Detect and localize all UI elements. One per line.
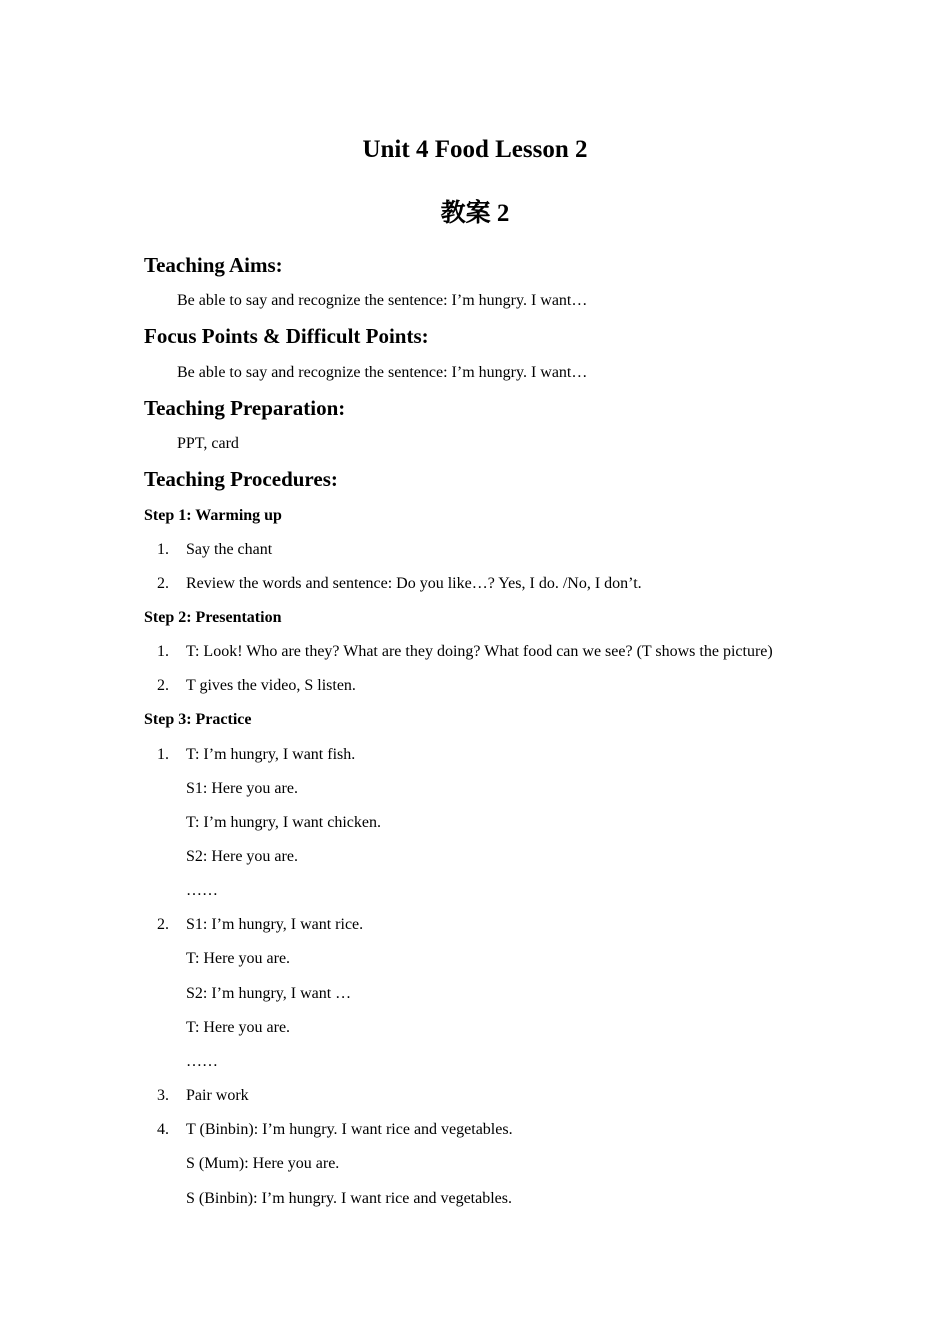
dialogue-line: T: I’m hungry, I want chicken.	[186, 814, 381, 831]
teaching-aims-heading: Teaching Aims:	[144, 253, 283, 277]
step1-item2-number: 2.	[157, 575, 169, 592]
ellipsis-line: ……	[186, 882, 218, 899]
dialogue-line: S1: I’m hungry, I want rice.	[186, 916, 364, 933]
teaching-aims-text: Be able to say and recognize the sentence: I’m hungry. I want…	[177, 292, 588, 309]
step2-heading: Step 2: Presentation	[144, 609, 282, 626]
step3-item1-number: 1.	[157, 746, 169, 763]
dialogue-line: T: Here you are.	[186, 1019, 291, 1036]
dialogue-line: S2: Here you are.	[186, 848, 298, 865]
step3-item3-number: 3.	[157, 1087, 169, 1104]
step1-item2-text: Review the words and sentence: Do you like…? Yes, I do. /No, I don’t.	[186, 575, 642, 592]
step2-item2-text: T gives the video, S listen.	[186, 677, 356, 694]
dialogue-line: T (Binbin): I’m hungry. I want rice and vegetables.	[186, 1121, 513, 1138]
focus-points-text: Be able to say and recognize the sentence: I’m hungry. I want…	[177, 364, 588, 381]
dialogue-line: T: I’m hungry, I want fish.	[186, 746, 356, 763]
document-subtitle: 教案 2	[440, 200, 510, 227]
step1-heading: Step 1: Warming up	[144, 507, 282, 524]
step2-item1-number: 1.	[157, 643, 169, 660]
dialogue-line: S (Mum): Here you are.	[186, 1155, 340, 1172]
step3-heading: Step 3: Practice	[144, 711, 252, 728]
teaching-procedures-heading: Teaching Procedures:	[144, 467, 338, 491]
step3-item2-number: 2.	[157, 916, 169, 933]
step2-item1-text: T: Look! Who are they? What are they doing? What food can we see? (T shows the picture)	[186, 643, 773, 660]
dialogue-line: S (Binbin): I’m hungry. I want rice and vegetables.	[186, 1190, 512, 1207]
step1-item1-number: 1.	[157, 541, 169, 558]
step3-item3-text: Pair work	[186, 1087, 249, 1104]
teaching-preparation-text: PPT, card	[177, 435, 239, 452]
dialogue-line: S2: I’m hungry, I want …	[186, 985, 352, 1002]
dialogue-line: T: Here you are.	[186, 950, 291, 967]
dialogue-line: S1: Here you are.	[186, 780, 298, 797]
teaching-preparation-heading: Teaching Preparation:	[144, 396, 346, 420]
focus-points-heading: Focus Points & Difficult Points:	[144, 324, 429, 348]
step1-item1-text: Say the chant	[186, 541, 273, 558]
step2-item2-number: 2.	[157, 677, 169, 694]
ellipsis-line: ……	[186, 1053, 218, 1070]
step3-item4-number: 4.	[157, 1121, 169, 1138]
document-title: Unit 4 Food Lesson 2	[362, 136, 588, 163]
